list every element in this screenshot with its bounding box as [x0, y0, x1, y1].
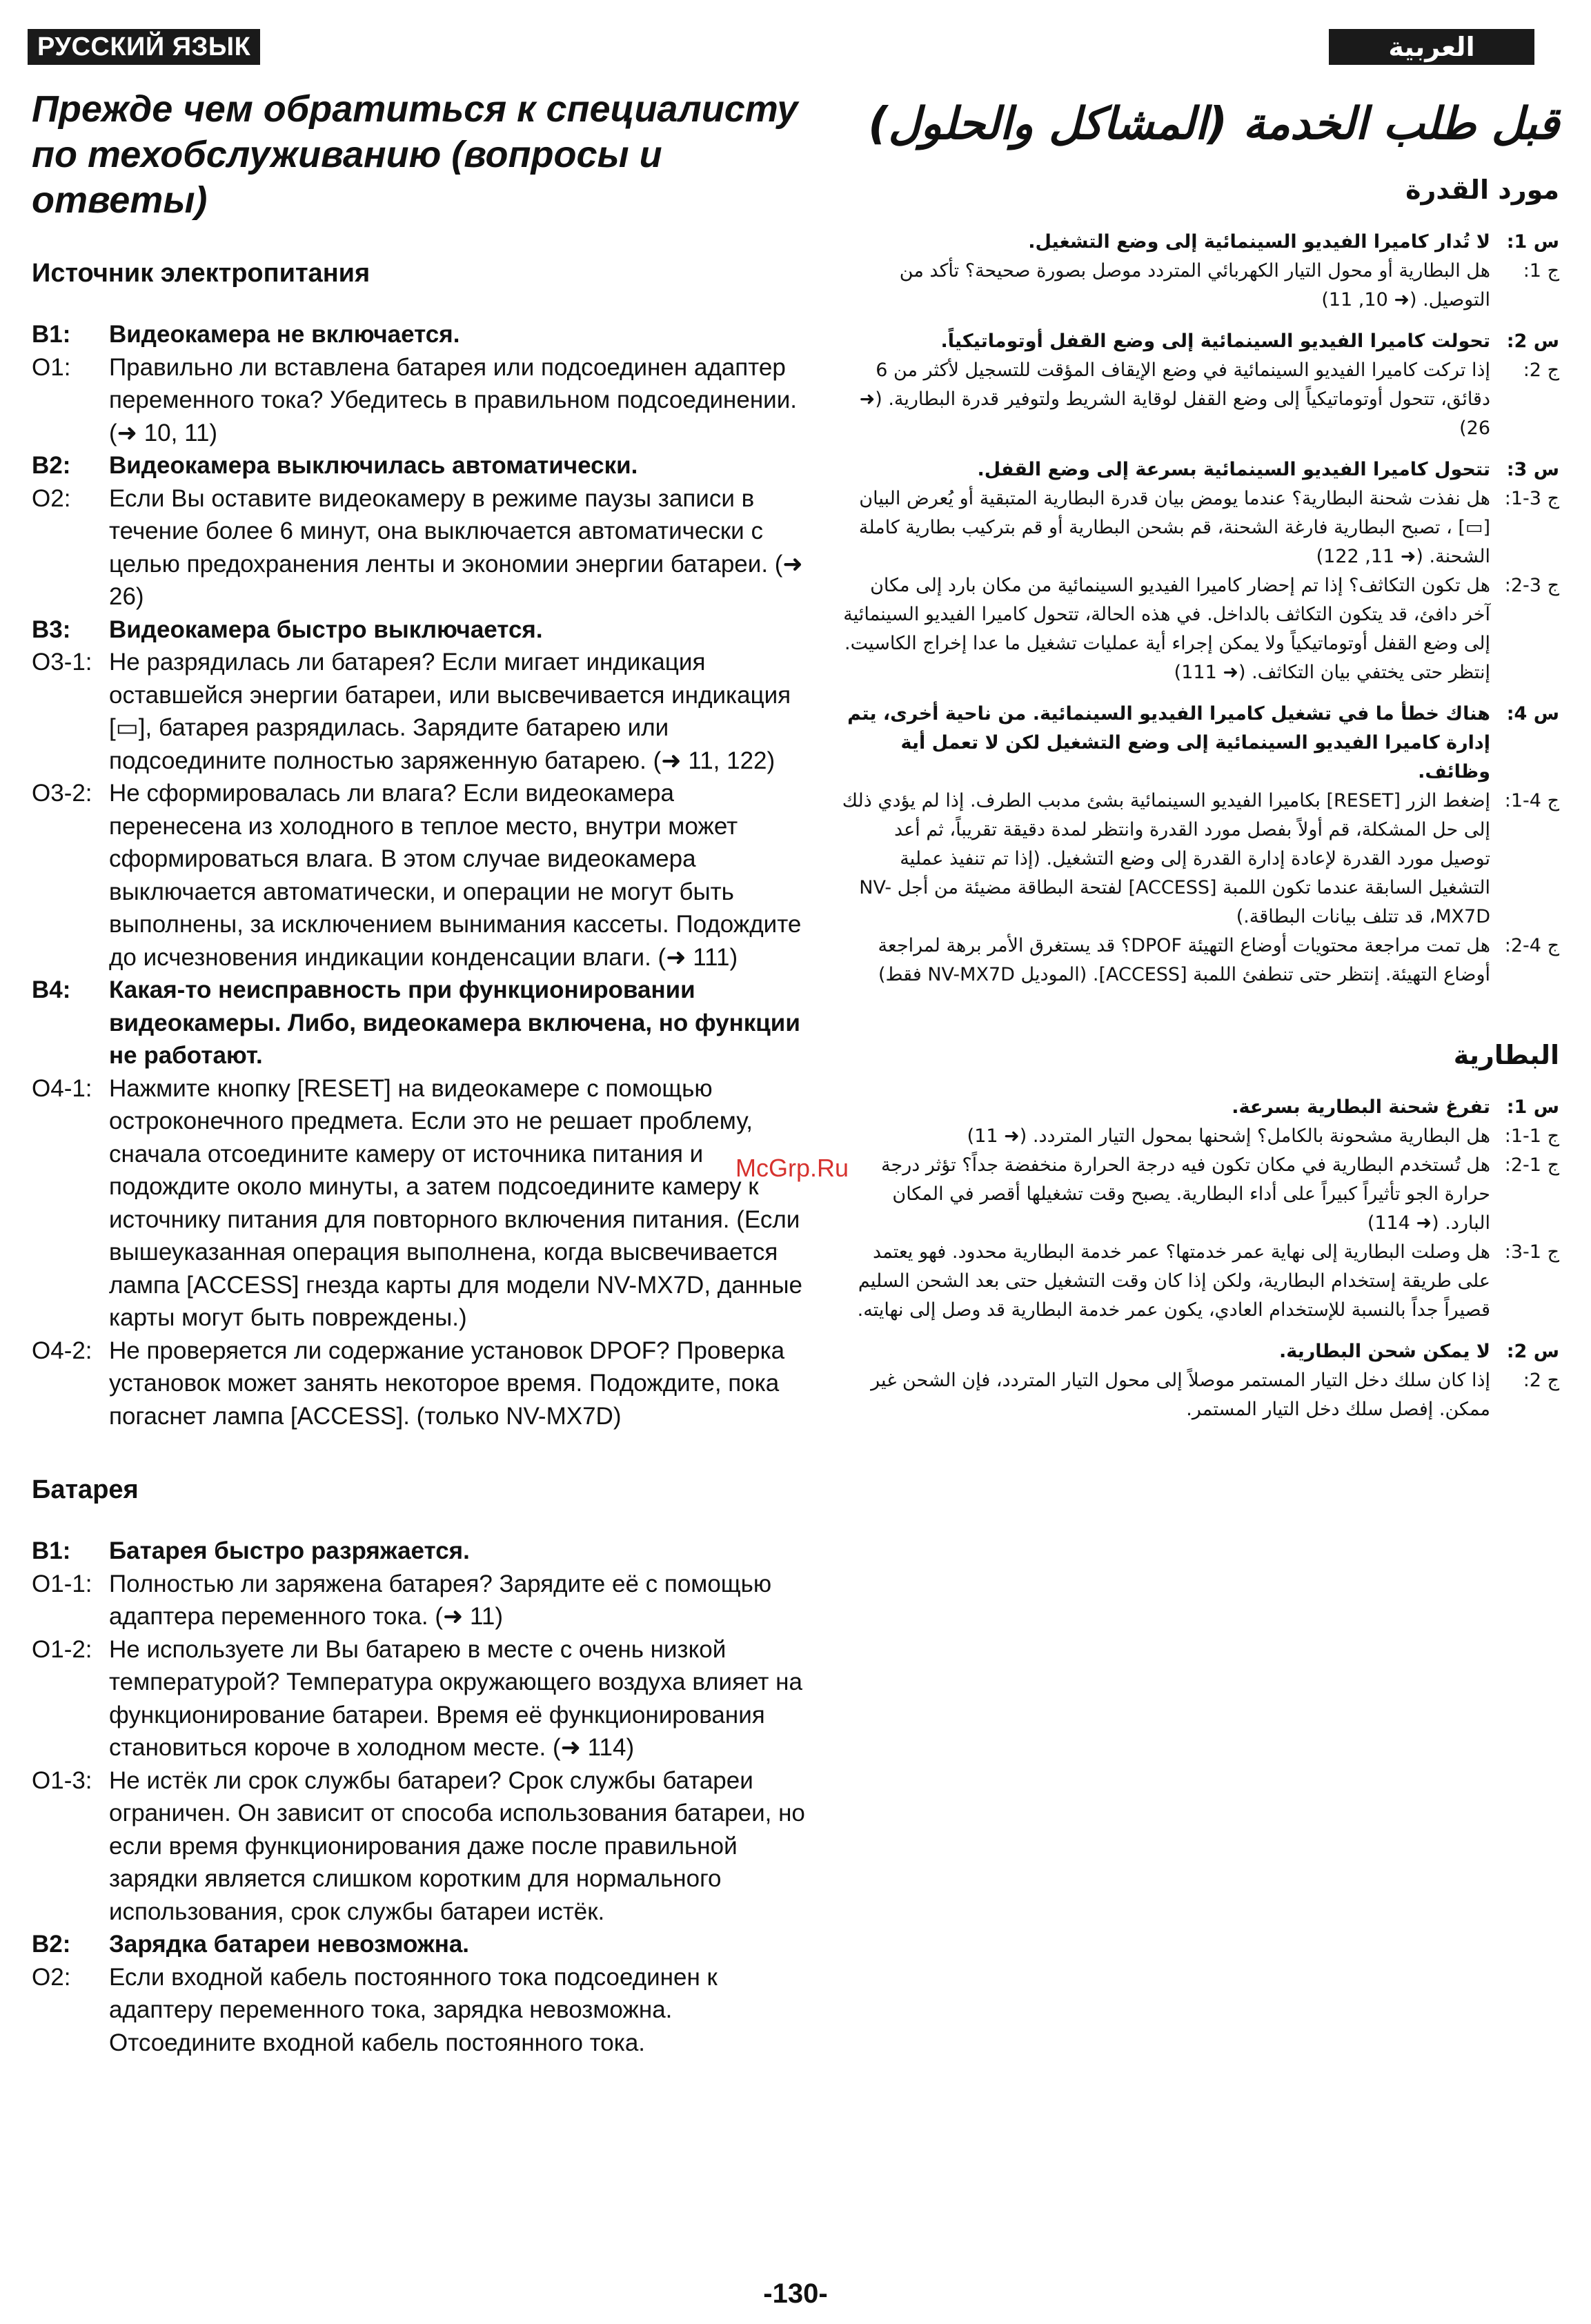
question-item — [32, 1535, 811, 1568]
question-item — [842, 228, 1559, 257]
item-text: إذا تركت كاميرا الفيديو السينمائية في وضع الإيقاف المؤقت للتسجيل لأكثر من 6 دقائق، تتحول أوتوماتيكياً إلى وضع القفل لوقاية الشريط ولتوفير قدرة البطارية. (➜ 26) — [859, 360, 1490, 439]
answer-item — [842, 1366, 1559, 1424]
item-text: Не разрядилась ли батарея? Если мигает индикация оставшейся энергии батареи, или высвечивается индикация [▭], батарея разрядилась. Зарядите батарею или подсоедините полностью заряженную батарею. (➜ 11, 122) — [109, 649, 791, 774]
answer-item — [842, 1122, 1559, 1151]
item-label: О4-2: — [32, 1337, 92, 1364]
answer-item — [32, 482, 811, 613]
item-label: س 2: — [1506, 331, 1559, 352]
question-item — [842, 1337, 1559, 1366]
item-text: Если Вы оставите видеокамеру в режиме паузы записи в течение более 6 минут, она выключается автоматически с целью предохранения ленты и экономии энергии батареи. (➜ 26) — [109, 484, 803, 610]
item-text: هل نفذت شحنة البطارية؟ عندما يومض بيان قدرة البطارية المتبقية أو يُعرض البيان [▭] ، تصبح البطارية فارغة الشحنة، قم بشحن البطارية أو قم بتركيب بطارية كاملة الشحنة. (➜ 11, 122) — [858, 488, 1490, 567]
question-item — [32, 613, 811, 647]
answer-item — [32, 351, 811, 450]
question-item — [842, 455, 1559, 484]
item-label: ج 3-2: — [1504, 575, 1559, 596]
item-label: ج 1-1: — [1504, 1125, 1559, 1147]
answer-item — [842, 1151, 1559, 1238]
item-label: ج 2: — [1523, 1370, 1559, 1391]
page-title-russian: Прежде чем обратиться к специалисту по техобслуживанию (вопросы и ответы) — [32, 88, 798, 221]
item-text: Видеокамера выключилась автоматически. — [109, 452, 638, 479]
question-item — [842, 700, 1559, 787]
question-item — [32, 974, 811, 1072]
item-label: ج 2: — [1523, 360, 1559, 381]
item-text: هناك خطأ ما في تشغيل كاميرا الفيديو السينمائية. من ناحية أخرى، يتم إدارة كاميرا الفيديو السينمائية إلى وضع التشغيل لكن لا تعمل أية وظائف. — [847, 703, 1490, 782]
section-heading: Батарея — [32, 1475, 139, 1504]
item-label: ج 1-3: — [1504, 1241, 1559, 1263]
item-label: ج 4-2: — [1504, 935, 1559, 956]
answer-item — [842, 257, 1559, 315]
item-text: Видеокамера не включается. — [109, 321, 460, 348]
item-label: В2: — [32, 1931, 71, 1958]
item-label: О1-1: — [32, 1570, 92, 1597]
answer-item — [32, 1568, 811, 1633]
answer-item — [32, 1072, 811, 1335]
item-label: О2: — [32, 1963, 71, 1991]
item-text: هل البطارية أو محول التيار الكهربائي المتردد موصل بصورة صحيحة؟ تأكد من التوصيل. (➜ 10, 11) — [899, 260, 1490, 311]
item-label: س 4: — [1506, 703, 1559, 725]
question-item — [32, 318, 811, 351]
item-label: В4: — [32, 976, 71, 1003]
item-text: Не сформировалась ли влага? Если видеокамера перенесена из холодного в теплое место, внутри может сформироваться влага. В этом случае видеокамера выключается автоматически, и операции не могут быть выполнены, за исключением вынимания кассеты. Подождите до исчезновения индикации конденсации влаги. (➜ 111) — [109, 780, 802, 971]
item-label: О1-3: — [32, 1766, 92, 1794]
answer-item — [842, 356, 1559, 443]
item-text: هل تكون التكاثف؟ إذا تم إحضار كاميرا الفيديو السينمائية من مكان بارد إلى مكان آخر دافئ، قد يتكون التكاثف بالداخل. في هذه الحالة، تتحول كاميرا الفيديو السينمائية إلى وضع القفل أوتوماتيكياً ولا يمكن إجراء أية عمليات تشغيل ما عدا إخراج الكاسيت. إنتظر حتى يختفي بيان التكاثف. (➜ 111) — [843, 575, 1490, 683]
language-badge-arabic: العربية — [1329, 29, 1534, 65]
item-text: تتحول كاميرا الفيديو السينمائية بسرعة إلى وضع القفل. — [977, 459, 1490, 480]
item-text: Полностью ли заряжена батарея? Зарядите её с помощью адаптера переменного тока. (➜ 11) — [109, 1570, 772, 1630]
item-text: هل وصلت البطارية إلى نهاية عمر خدمتها؟ عمر خدمة البطارية محدود. فهو يعتمد على طريقة إستخدام البطارية، ولكن إذا كان وقت التشغيل حتى بعد الشحن السليم قصيراً جداً بالنسبة للإستخدام العادي، يكون عمر خدمة البطارية قد وصل إلى نهايته. — [857, 1241, 1490, 1321]
section-heading: Источник электропитания — [32, 259, 370, 288]
answer-item — [32, 1633, 811, 1764]
russian-column — [32, 86, 811, 2059]
item-text: هل تمت مراجعة محتويات أوضاع التهيئة DPOF؟ قد يستغرق الأمر برهة لمراجعة أوضاع التهيئة. إنتظر حتى تنطفئ اللمبة [ACCESS]. (الموديل NV-MX7D فقط) — [878, 935, 1490, 985]
item-label: В3: — [32, 616, 71, 643]
item-text: تحولت كاميرا الفيديو السينمائية إلى وضع القفل أوتوماتيكياً. — [940, 331, 1490, 352]
item-label: ج 4-1: — [1504, 790, 1559, 811]
item-label: В1: — [32, 321, 71, 348]
item-label: ج 1: — [1523, 260, 1559, 282]
answer-item — [842, 571, 1559, 687]
question-item — [32, 1928, 811, 1961]
item-label: О2: — [32, 484, 71, 512]
item-label: ج 3-1: — [1504, 488, 1559, 509]
page-number: -130- — [763, 2278, 828, 2309]
russian-sections — [32, 257, 811, 2059]
item-label: О3-1: — [32, 649, 92, 676]
answer-item — [842, 932, 1559, 989]
item-label: О1: — [32, 353, 71, 381]
page-title-arabic: قبل طلب الخدمة (المشاكل والحلول) — [868, 99, 1559, 150]
arabic-sections — [842, 173, 1559, 1424]
item-text: إضغط الزر [RESET] بكاميرا الفيديو السينمائية بشئ مدبب الطرف. إذا لم يؤدي ذلك إلى حل المشكلة، قم أولاً بفصل مورد القدرة وانتظر لمدة دقيقة تقريباً، ثم أعد توصيل مورد القدرة لإعادة إدارة القدرة إلى وضع التشغيل. (إذا تم تنفيذ عملية التشغيل السابقة عندما تكون اللمبة [ACCESS] لفتحة البطاقة مضيئة من أجل NV-MX7D، قد تتلف بيانات البطاقة.) — [842, 790, 1490, 927]
section-heading: مورد القدرة — [1405, 175, 1559, 205]
item-text: Не проверяется ли содержание установок DPOF? Проверка установок может занять некоторое время. Подождите, пока погаснет лампа [ACCESS]. (только NV-MX7D) — [109, 1337, 785, 1430]
item-text: Правильно ли вставлена батарея или подсоединен адаптер переменного тока? Убедитесь в правильном подсоединении. (➜ 10, 11) — [109, 353, 798, 446]
item-text: Нажмите кнопку [RESET] на видеокамере с помощью остроконечного предмета. Если это не решает проблему, сначала отсоедините камеру от источника питания и подождите около минуты, а затем подсоедините камеру к источнику питания для повторного включения питания. (Если вышеуказанная операция выполнена, когда высвечивается лампа [ACCESS] гнезда карты для модели NV-MX7D, данные карты могут быть повреждены.) — [109, 1074, 802, 1331]
item-label: س 1: — [1506, 231, 1559, 253]
item-label: س 2: — [1506, 1341, 1559, 1362]
item-label: س 1: — [1506, 1096, 1559, 1118]
arabic-column — [842, 97, 1559, 1424]
answer-item — [842, 1238, 1559, 1325]
answer-item — [32, 1335, 811, 1433]
section-heading: البطارية — [1453, 1040, 1559, 1070]
item-text: هل البطارية مشحونة بالكامل؟ إشحنها بمحول التيار المتردد. (➜ 11) — [967, 1125, 1490, 1147]
item-text: تفرغ شحنة البطارية بسرعة. — [1232, 1096, 1490, 1118]
answer-item — [32, 646, 811, 777]
language-badge-russian: РУССКИЙ ЯЗЫК — [28, 29, 260, 65]
answer-item — [32, 1961, 811, 2060]
item-label: В1: — [32, 1537, 71, 1564]
question-item — [842, 327, 1559, 356]
item-text: Если входной кабель постоянного тока подсоединен к адаптеру переменного тока, зарядка невозможна. Отсоедините входной кабель постоянного тока. — [109, 1963, 718, 2056]
item-text: Зарядка батареи невозможна. — [109, 1931, 470, 1958]
item-text: Батарея быстро разряжается. — [109, 1537, 470, 1564]
item-text: Не истёк ли срок службы батареи? Срок службы батареи ограничен. Он зависит от способа использования батареи, но если время функционирования даже после правильной зарядки является слишком коротким для нормального использования, срок службы батареи истёк. — [109, 1766, 805, 1925]
answer-item — [32, 777, 811, 974]
item-text: لا تُدار كاميرا الفيديو السينمائية إلى وضع التشغيل. — [1028, 231, 1490, 253]
item-text: Видеокамера быстро выключается. — [109, 616, 543, 643]
item-text: Какая-то неисправность при функционировании видеокамеры. Либо, видеокамера включена, но функции не работают. — [109, 976, 800, 1069]
watermark: McGrp.Ru — [735, 1154, 849, 1182]
item-text: هل تُستخدم البطارية في مكان تكون فيه درجة الحرارة منخفضة جداً؟ تؤثر درجة حرارة الجو تأثيراً كبيراً على أداء البطارية. يصبح وقت تشغيلها أقصر في المكان البارد. (➜ 114) — [881, 1154, 1490, 1234]
item-label: В2: — [32, 452, 71, 479]
item-label: س 3: — [1506, 459, 1559, 480]
answer-item — [32, 1764, 811, 1929]
item-label: ج 1-2: — [1504, 1154, 1559, 1176]
question-item — [842, 1093, 1559, 1122]
item-text: إذا كان سلك دخل التيار المستمر موصلاً إلى محول التيار المتردد، فإن الشحن غير ممكن. إفصل سلك دخل التيار المستمر. — [871, 1370, 1490, 1420]
item-text: لا يمكن شحن البطارية. — [1278, 1341, 1490, 1362]
answer-item — [842, 787, 1559, 932]
answer-item — [842, 484, 1559, 571]
item-label: О3-2: — [32, 780, 92, 807]
item-label: О4-1: — [32, 1074, 92, 1102]
item-label: О1-2: — [32, 1635, 92, 1663]
item-text: Не используете ли Вы батарею в месте с очень низкой температурой? Температура окружающего воздуха влияет на функционирование батареи. Время её функционирования становиться короче в холодном месте. (➜ 114) — [109, 1635, 802, 1761]
question-item — [32, 449, 811, 482]
